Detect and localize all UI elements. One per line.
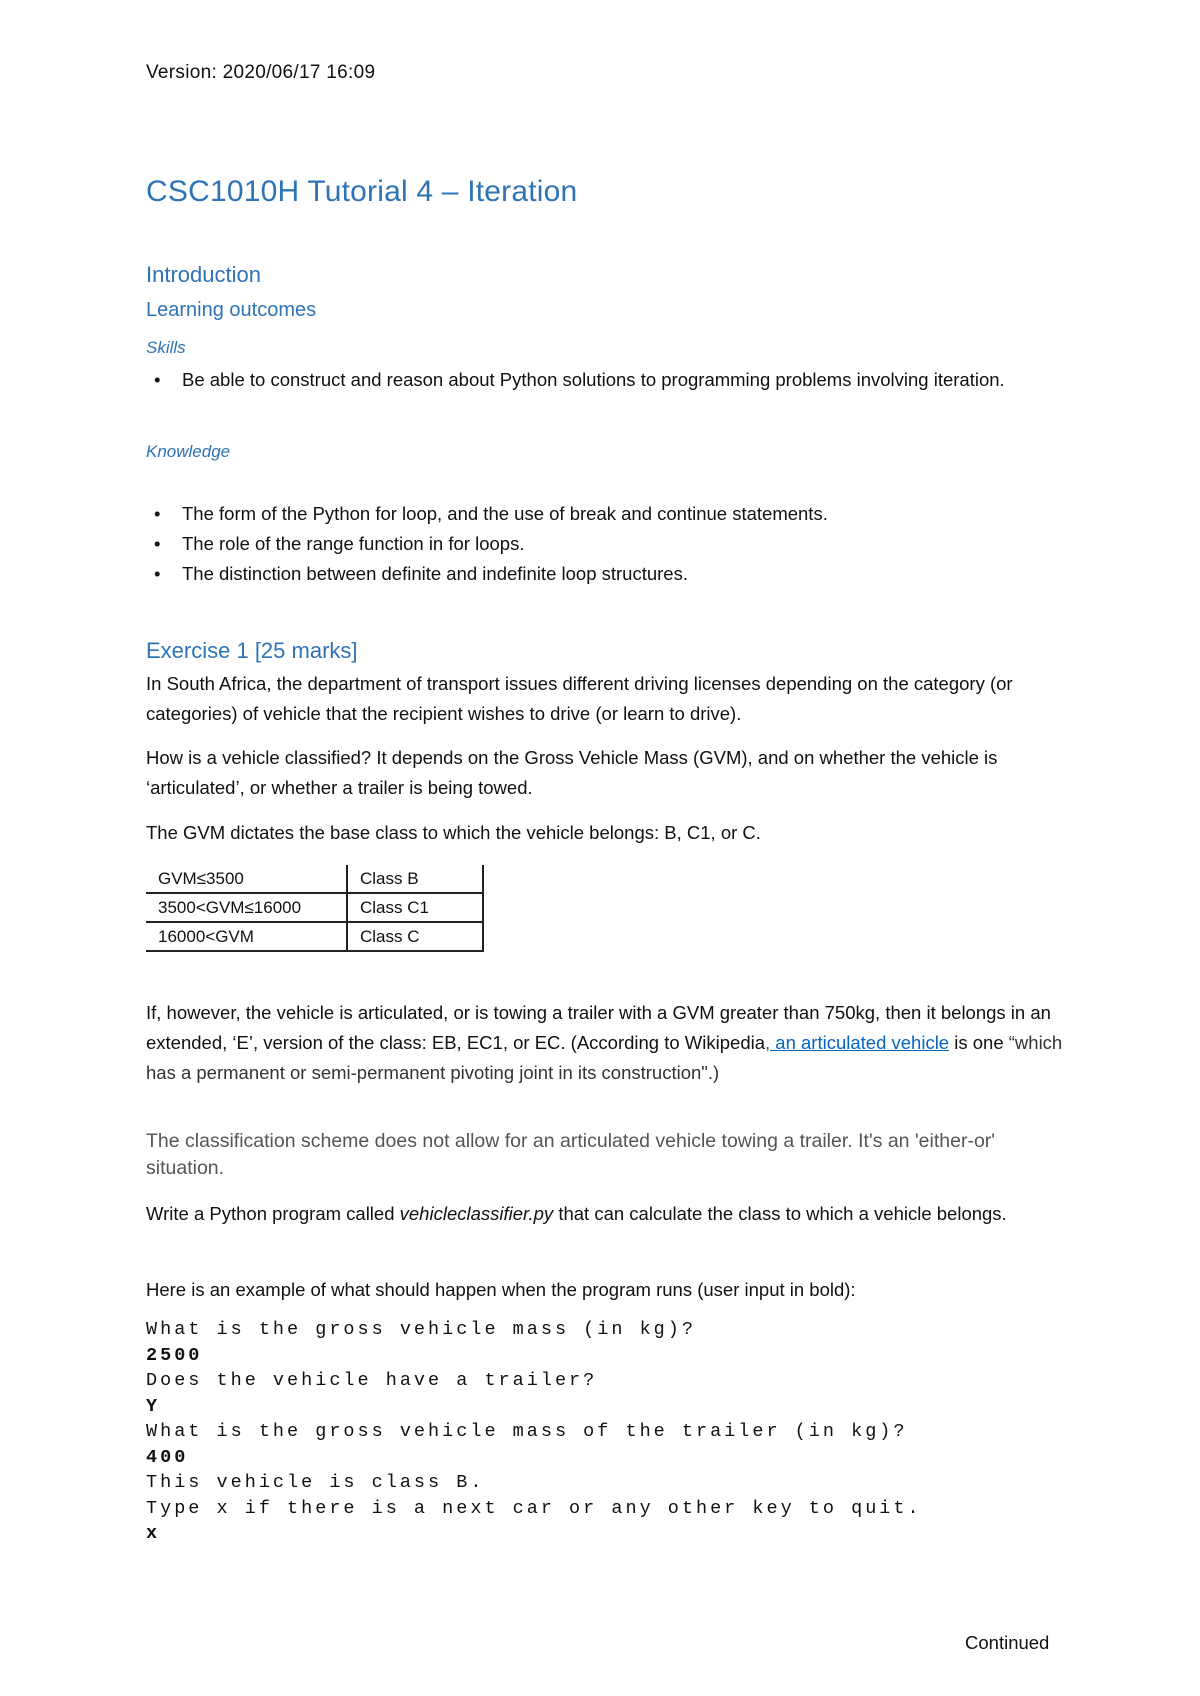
bullet-icon: • [154, 503, 161, 524]
filename: vehicleclassifier.py [399, 1203, 554, 1224]
list-item: • Be able to construct and reason about Python solutions to programming problems involving iteration. [146, 365, 1062, 395]
exercise1-paragraph-1: In South Africa, the department of transport issues different driving licenses depending on the category (or categories) of vehicle that the recipient wishes to drive (or learn to drive). [146, 673, 1013, 724]
introduction-heading: Introduction [146, 262, 261, 287]
code-line: What is the gross vehicle mass of the trailer (in kg)? [146, 1421, 908, 1442]
code-line-input: 400 [146, 1446, 189, 1468]
page-title: CSC1010H Tutorial 4 – Iteration [146, 175, 578, 208]
exercise1-paragraph-3: The GVM dictates the base class to which the vehicle belongs: B, C1, or C. [146, 822, 761, 843]
skills-list [146, 365, 1062, 395]
skills-heading: Skills [146, 338, 186, 357]
code-line-input: Y [146, 1395, 161, 1417]
knowledge-list [146, 499, 1062, 589]
continued-label: Continued [965, 1632, 1050, 1653]
list-item: • The form of the Python for loop, and the use of break and continue statements. [146, 499, 1062, 529]
knowledge-heading: Knowledge [146, 442, 231, 461]
learning-outcomes-heading: Learning outcomes [146, 299, 317, 321]
bullet-icon: • [154, 369, 161, 390]
version-label: Version: 2020/06/17 16:09 [146, 62, 376, 83]
example-code-block [146, 1317, 922, 1547]
table-cell: 16000<GVM [146, 922, 347, 951]
code-line: Type x if there is a next car or any other key to quit. [146, 1497, 922, 1519]
code-line-input: 2500 [146, 1344, 203, 1366]
code-line-input: x [146, 1523, 161, 1544]
exercise1-heading: Exercise 1 [25 marks] [146, 638, 358, 663]
table-cell: 3500<GVM≤16000 [146, 893, 347, 922]
table-row [146, 865, 483, 893]
table-cell: Class C [347, 922, 483, 951]
exercise1-paragraph-6: Write a Python program called vehicleclassifier.py that can calculate the class to which a vehicle belongs. [146, 1203, 1007, 1224]
exercise1-paragraph-7: Here is an example of what should happen when the program runs (user input in bold): [146, 1279, 856, 1300]
wikipedia-link[interactable]: , an articulated vehicle [765, 1032, 950, 1053]
table-cell: Class C1 [347, 893, 483, 922]
list-item: • The role of the range function in for loops. [146, 529, 1062, 559]
exercise1-paragraph-4: If, however, the vehicle is articulated, or is towing a trailer with a GVM greater than 750kg, then it belongs in an extended, ‘E’, version of the class: EB, EC1, or EC. (According to Wikipedia, an articulated vehicle is one “which has a permanent or semi-permanent pivoting joint in its construction".) [146, 1002, 1063, 1083]
table-cell: Class B [347, 865, 483, 893]
table-row [146, 893, 483, 922]
table-row [146, 922, 483, 951]
table-cell: GVM≤3500 [146, 865, 347, 893]
exercise1-paragraph-2: How is a vehicle classified? It depends on the Gross Vehicle Mass (GVM), and on whether the vehicle is ‘articulated’, or whether a trailer is being towed. [146, 747, 998, 798]
exercise1-paragraph-5: The classification scheme does not allow for an articulated vehicle towing a trailer. It's an 'either-or' situation. [146, 1130, 996, 1179]
code-line: Does the vehicle have a trailer? [146, 1370, 598, 1391]
code-line: This vehicle is class B. [146, 1472, 485, 1493]
gvm-class-table [146, 865, 484, 952]
bullet-icon: • [154, 533, 161, 554]
bullet-icon: • [154, 563, 161, 584]
list-item: • The distinction between definite and indefinite loop structures. [146, 559, 1062, 589]
code-line: What is the gross vehicle mass (in kg)? [146, 1319, 696, 1340]
